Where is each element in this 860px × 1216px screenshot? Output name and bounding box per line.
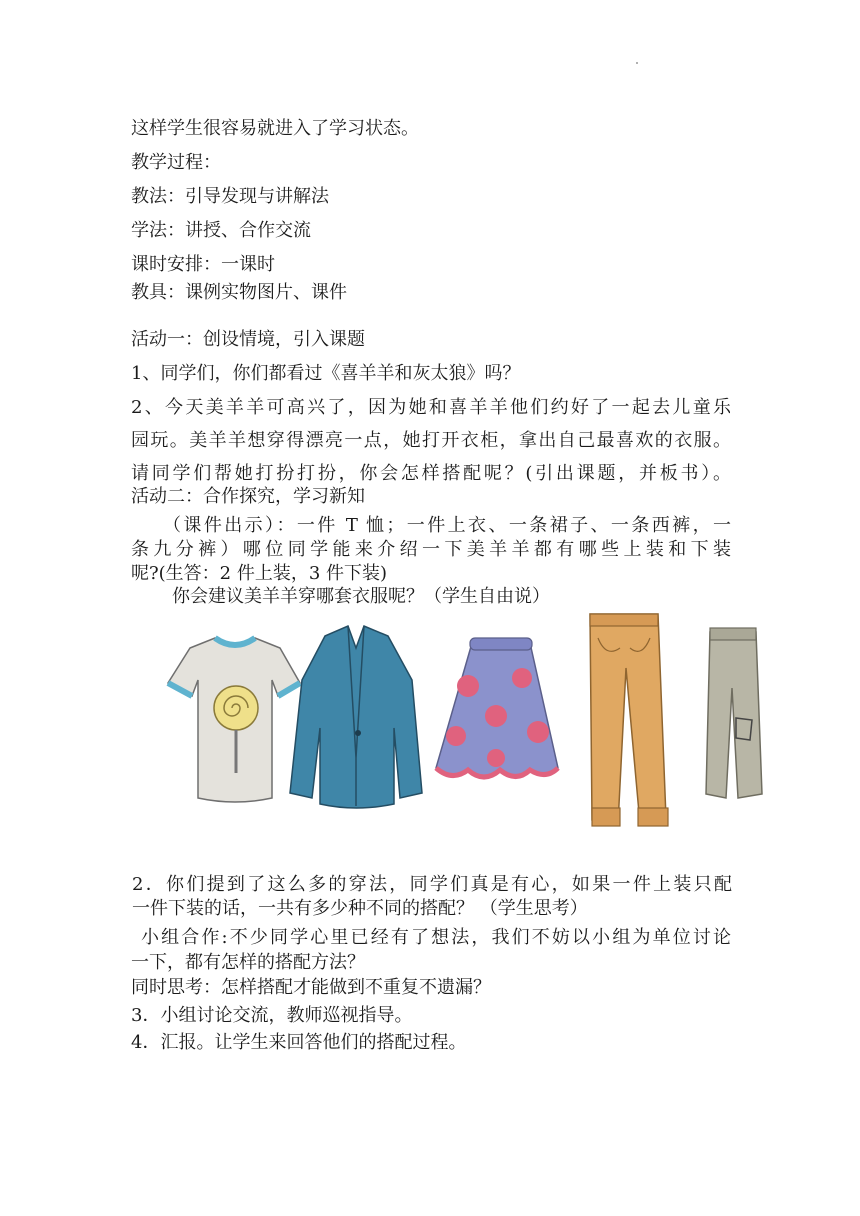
- tshirt-icon: [168, 638, 300, 802]
- text-line: 1、同学们，你们都看过《喜羊羊和灰太狼》吗？: [131, 363, 521, 384]
- clothing-illustration: [150, 608, 780, 853]
- text-line: 教具：课例实物图片、课件: [131, 282, 347, 303]
- text-line: 园玩。美羊羊想穿得漂亮一点，她打开衣柜，拿出自己最喜欢的衣服。: [131, 430, 731, 451]
- jacket-icon: [290, 626, 422, 808]
- text-line: 教学过程：: [131, 152, 221, 173]
- text-line: 同时思考：怎样搭配才能做到不重复不遗漏？: [131, 977, 491, 998]
- text-line: 一件下装的话，一共有多少种不同的搭配？ （学生思考）: [132, 898, 588, 919]
- text-line: 教法：引导发现与讲解法: [131, 186, 329, 207]
- text-line: 你会建议美羊羊穿哪套衣服呢？（学生自由说）: [172, 586, 550, 607]
- text-line: 一下，都有怎样的搭配方法？: [131, 952, 365, 973]
- capri-pants-icon: [706, 628, 762, 798]
- text-line: 小组合作:不少同学心里已经有了想法，我们不妨以小组为单位讨论: [141, 927, 731, 948]
- text-line: 这样学生很容易就进入了学习状态。: [131, 118, 419, 139]
- text-line: 3．小组讨论交流，教师巡视指导。: [131, 1005, 413, 1026]
- text-line: 条九分裤）哪位同学能来介绍一下美羊羊都有哪些上装和下装: [131, 539, 731, 560]
- text-line: 学法：讲授、合作交流: [131, 220, 311, 241]
- text-line: （课件出示）：一件 T 恤；一件上衣、一条裙子、一条西裤，一: [163, 515, 731, 536]
- text-line: 请同学们帮她打扮打扮，你会怎样搭配呢？(引出课题，并板书）。: [131, 463, 731, 484]
- section-heading: 活动一：创设情境，引入课题: [131, 329, 365, 350]
- section-heading: 活动二：合作探究，学习新知: [131, 486, 365, 507]
- header-mark: [636, 62, 638, 64]
- skirt-icon: [436, 638, 558, 777]
- text-line: 呢?(生答：2 件上装，3 件下装): [131, 563, 388, 584]
- text-line: 4．汇报。让学生来回答他们的搭配过程。: [131, 1032, 467, 1053]
- trousers-icon: [590, 614, 668, 826]
- text-line: 2、今天美羊羊可高兴了，因为她和喜羊羊他们约好了一起去儿童乐: [131, 397, 731, 418]
- text-line: 2．你们提到了这么多的穿法，同学们真是有心，如果一件上装只配: [132, 874, 732, 895]
- text-line: 课时安排：一课时: [131, 254, 275, 275]
